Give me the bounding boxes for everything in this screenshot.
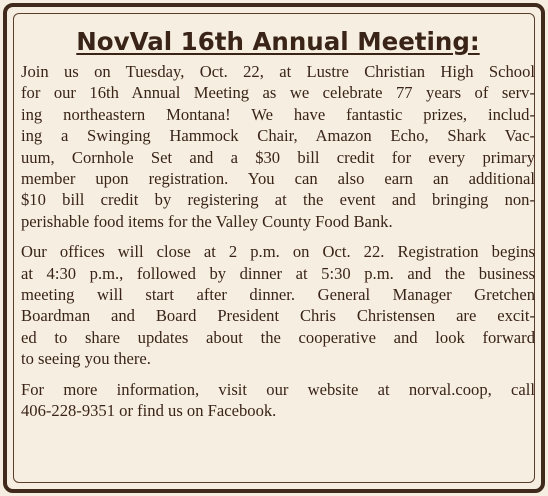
text-line: 406-228-9351 or find us on Facebook. xyxy=(21,401,277,421)
paragraph-schedule xyxy=(21,241,535,369)
paragraph-meeting-details xyxy=(21,61,535,232)
notice-title: NovVal 16th Annual Meeting: xyxy=(76,27,480,56)
text-line: Join us on Tuesday, Oct. 22, at Lustre Christian High School xyxy=(21,62,535,81)
text-line: perishable food items for the Valley County Food Bank. xyxy=(21,211,393,231)
notice-frame xyxy=(3,3,545,493)
text-line: member upon registration. You can also earn an additional xyxy=(21,169,535,189)
text-line: Boardman and Board President Chris Christensen are excit- xyxy=(21,306,535,326)
text-line: Our offices will close at 2 p.m. on Oct. 22. Registration begins xyxy=(21,242,535,262)
text-line: ing northeastern Montana! We have fantastic prizes, includ- xyxy=(21,104,535,124)
text-line: $10 bill credit by registering at the event and bringing non- xyxy=(21,190,535,210)
text-line: for our 16th Annual Meeting as we celebrate 77 years of serv- xyxy=(21,83,535,103)
text-line: to seeing you there. xyxy=(21,349,151,369)
text-line: at 4:30 p.m., followed by dinner at 5:30 p.m. and the business xyxy=(21,263,535,283)
text-line: ing a Swinging Hammock Chair, Amazon Echo, Shark Vac- xyxy=(21,126,535,146)
notice-content xyxy=(21,27,535,431)
text-line: uum, Cornhole Set and a $30 bill credit for every primary xyxy=(21,147,535,167)
text-line: For more information, visit our website at norval.coop, call xyxy=(21,379,535,399)
text-line: ed to share updates about the cooperative and look forward xyxy=(21,327,535,347)
text-line: meeting will start after dinner. General Manager Gretchen xyxy=(21,285,535,305)
paragraph-contact-info xyxy=(21,379,535,422)
